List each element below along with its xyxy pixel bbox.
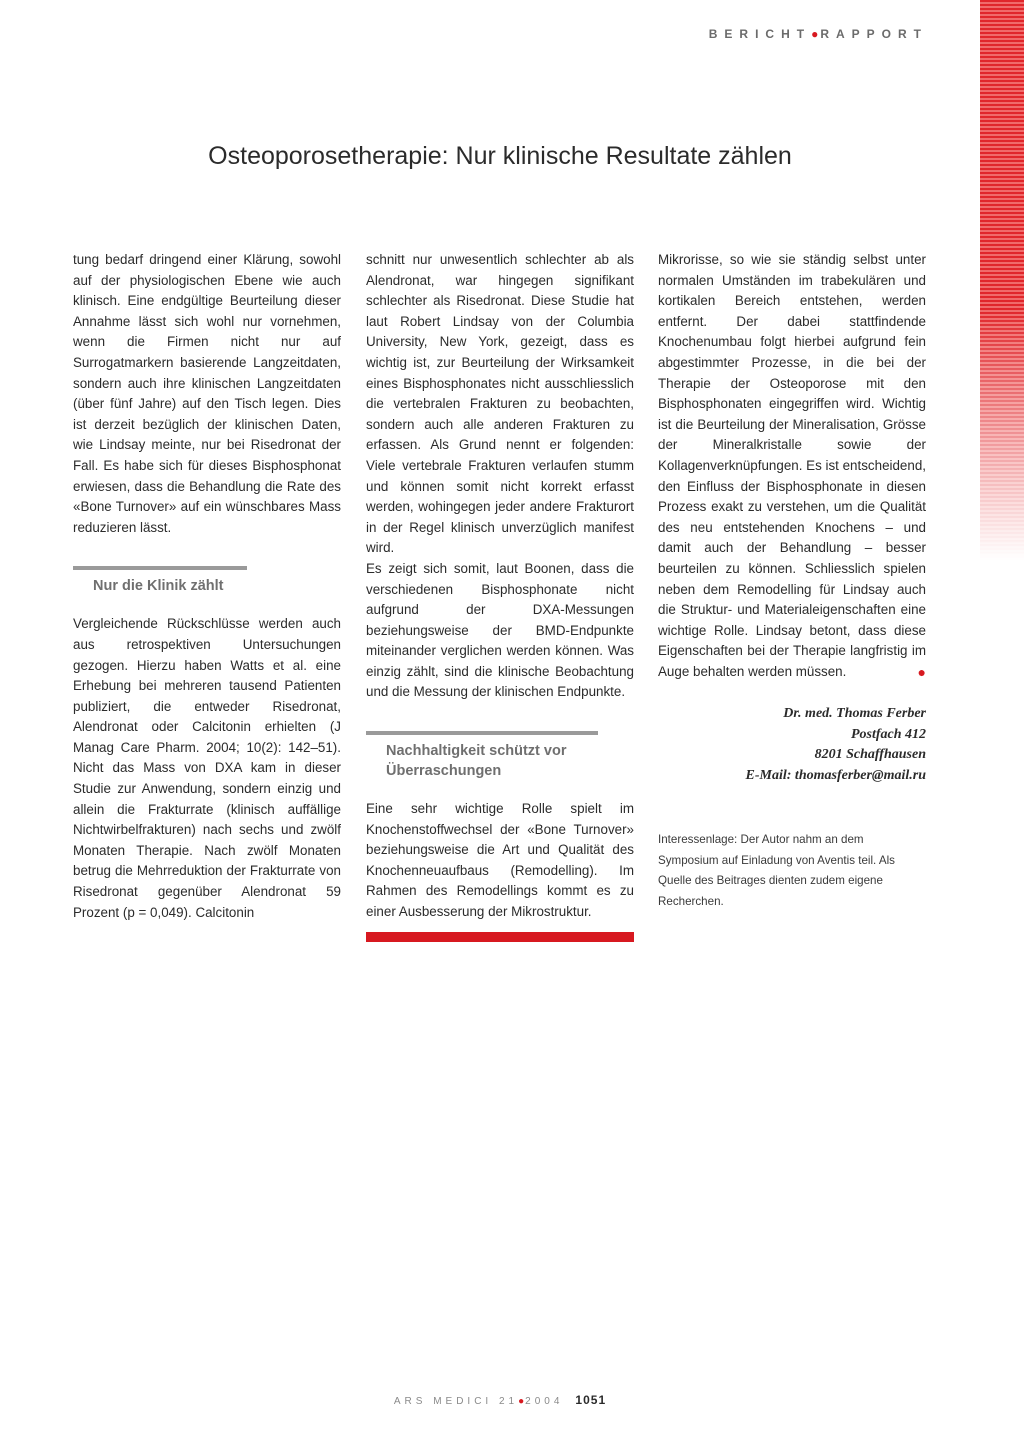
text-column-1 bbox=[73, 250, 341, 923]
paragraph: tung bedarf dringend einer Klärung, sowohl auf der physiologischen Ebene wie auch klinisch. Eine endgültige Beurteilung dieser Annahme lässt sich wohl nur vornehmen, wenn die Firmen nicht nur auf Surrogatmarkern basierende Langzeitdaten, sondern auch ihre klinischen Langzeitdaten (über fünf Jahre) auf den Tisch legen. Dies ist derzeit bezüglich der klinischen Daten, wie Lindsay meinte, nur bei Risedronat der Fall. Es habe sich für dieses Bisphosphonat erwiesen, dass die Behandlung die Rate des «Bone Turnover» auf ein wünschbares Mass reduzieren lässt. bbox=[73, 252, 341, 535]
author-address: Postfach 412 bbox=[850, 726, 926, 742]
subheading-rule bbox=[73, 566, 247, 570]
subheading-block bbox=[73, 566, 341, 596]
end-of-article-dot-icon: ● bbox=[917, 663, 926, 680]
subheading: Nachhaltigkeit schützt vor Überraschungen bbox=[386, 743, 567, 780]
subheading: Nur die Klinik zählt bbox=[93, 578, 224, 595]
journal-year: 2004 bbox=[525, 1396, 564, 1407]
paragraph bbox=[658, 250, 926, 682]
paragraph: schnitt nur unwesentlich schlechter ab als Alendronat, war hingegen signifikant schlechter als Risedronat. Diese Studie hat laut Robert Lindsay von der Columbia University, New York, gezeigt, dass es wichtig ist, zur Beurteilung der Wirksamkeit eines Bisphosphonates nicht ausschliesslich die vertebralen Frakturen zu beobachten, sondern auch alle anderen Frakturen zu erfassen. Als Grund nennt er folgenden: Viele vertebrale Frakturen verlaufen stumm und können somit nicht korrekt erfasst werden, wohingegen jeder andere Frakturort in der Regel klinisch unverzüglich manifest wird. bbox=[366, 252, 634, 556]
author-city: 8201 Schaffhausen bbox=[814, 747, 926, 763]
decorative-red-bar bbox=[366, 932, 634, 942]
paragraph: Eine sehr wichtige Rolle spielt im Knochenstoffwechsel der «Bone Turnover» beziehungsweise die Art und Qualität des Knochenneuaufbaus (Remodelling). Im Rahmen des Remodellings kommt es zu einer Ausbesserung der Mikrostruktur. bbox=[366, 801, 634, 920]
section-tag-left: BERICHT bbox=[708, 27, 812, 41]
subheading-block bbox=[366, 731, 634, 781]
author-name: Dr. med. Thomas Ferber bbox=[783, 706, 926, 722]
text-column-3 bbox=[658, 250, 926, 912]
section-tag bbox=[709, 27, 928, 41]
page-footer bbox=[0, 1393, 1000, 1407]
section-tag-dot: ● bbox=[811, 27, 821, 41]
paragraph: Vergleichende Rückschlüsse werden auch aus retrospektiven Untersuchungen gezogen. Hierzu haben Watts et al. eine Erhebung bei mehreren tausend Patienten publiziert, die entweder Risedronat, Alendronat oder Calcitonin erhielten (J Manag Care Pharm. 2004; 10(2): 142–51). Nicht das Mass von DXA kam in dieser Studie zur Anwendung, sondern einzig und allein die Frakturrate (klinisch auffällige Nichtwirbelfrakturen) nach sechs und zwölf Monaten Therapie. Nach zwölf Monaten betrug die Mehrreduktion der Frakturrate von Risedronat gegenüber Alendronat 59 Prozent (p = 0,049). Calcitonin bbox=[73, 616, 341, 920]
page-number: 1051 bbox=[575, 1393, 607, 1407]
section-tag-right: RAPPORT bbox=[820, 27, 928, 41]
footer-dot: ● bbox=[518, 1396, 526, 1407]
paragraph-text: Mikrorisse, so wie sie ständig selbst unter normalen Umständen im trabekulären und kortikalen Bereich entstehen, werden entfernt. Der dabei stattfindende Knochenumbau folgt hierbei aufgrund fein abgestimmter Prozesse, in die bei der Therapie der Osteoporose mit den Bisphosphonaten eingegriffen wird. Wichtig ist die Beurteilung der Mineralisation, Grösse der Mineralkristalle sowie der Kollagenverknüpfungen. Es ist entscheidend, den Einfluss der Bisphosphonate in diesen Prozess exakt zu verstehen, um die Qualität des neu entstehenden Knochens – und damit auch der Behandlung – besser beurteilen zu können. Schliesslich spielen neben dem Remodelling für Lindsay auch die Struktur- und Materialeigenschaften eine wichtige Rolle. Lindsay betont, dass diese Eigenschaften bei der Therapie langfristig im Auge behalten werden müssen. bbox=[658, 252, 926, 679]
text-column-2 bbox=[366, 250, 634, 923]
decorative-side-stripe bbox=[980, 0, 1024, 560]
journal-name: ARS MEDICI 21 bbox=[393, 1396, 519, 1407]
author-signature bbox=[658, 704, 926, 786]
subheading-rule bbox=[366, 731, 598, 735]
conflict-of-interest-note: Interessenlage: Der Autor nahm an dem Symposium auf Einladung von Aventis teil. Als Quelle des Beitrages dienten zudem eigene Recherchen. bbox=[658, 833, 895, 908]
author-email: E-Mail: thomasferber@mail.ru bbox=[745, 767, 926, 783]
article-title: Osteoporosetherapie: Nur klinische Resultate zählen bbox=[208, 142, 792, 170]
paragraph: Es zeigt sich somit, laut Boonen, dass die verschiedenen Bisphosphonate nicht aufgrund der DXA-Messungen beziehungsweise der BMD-Endpunkte miteinander verglichen werden können. Was einzig zählt, sind die klinische Beobachtung und die Messung der klinischen Endpunkte. bbox=[366, 560, 634, 700]
